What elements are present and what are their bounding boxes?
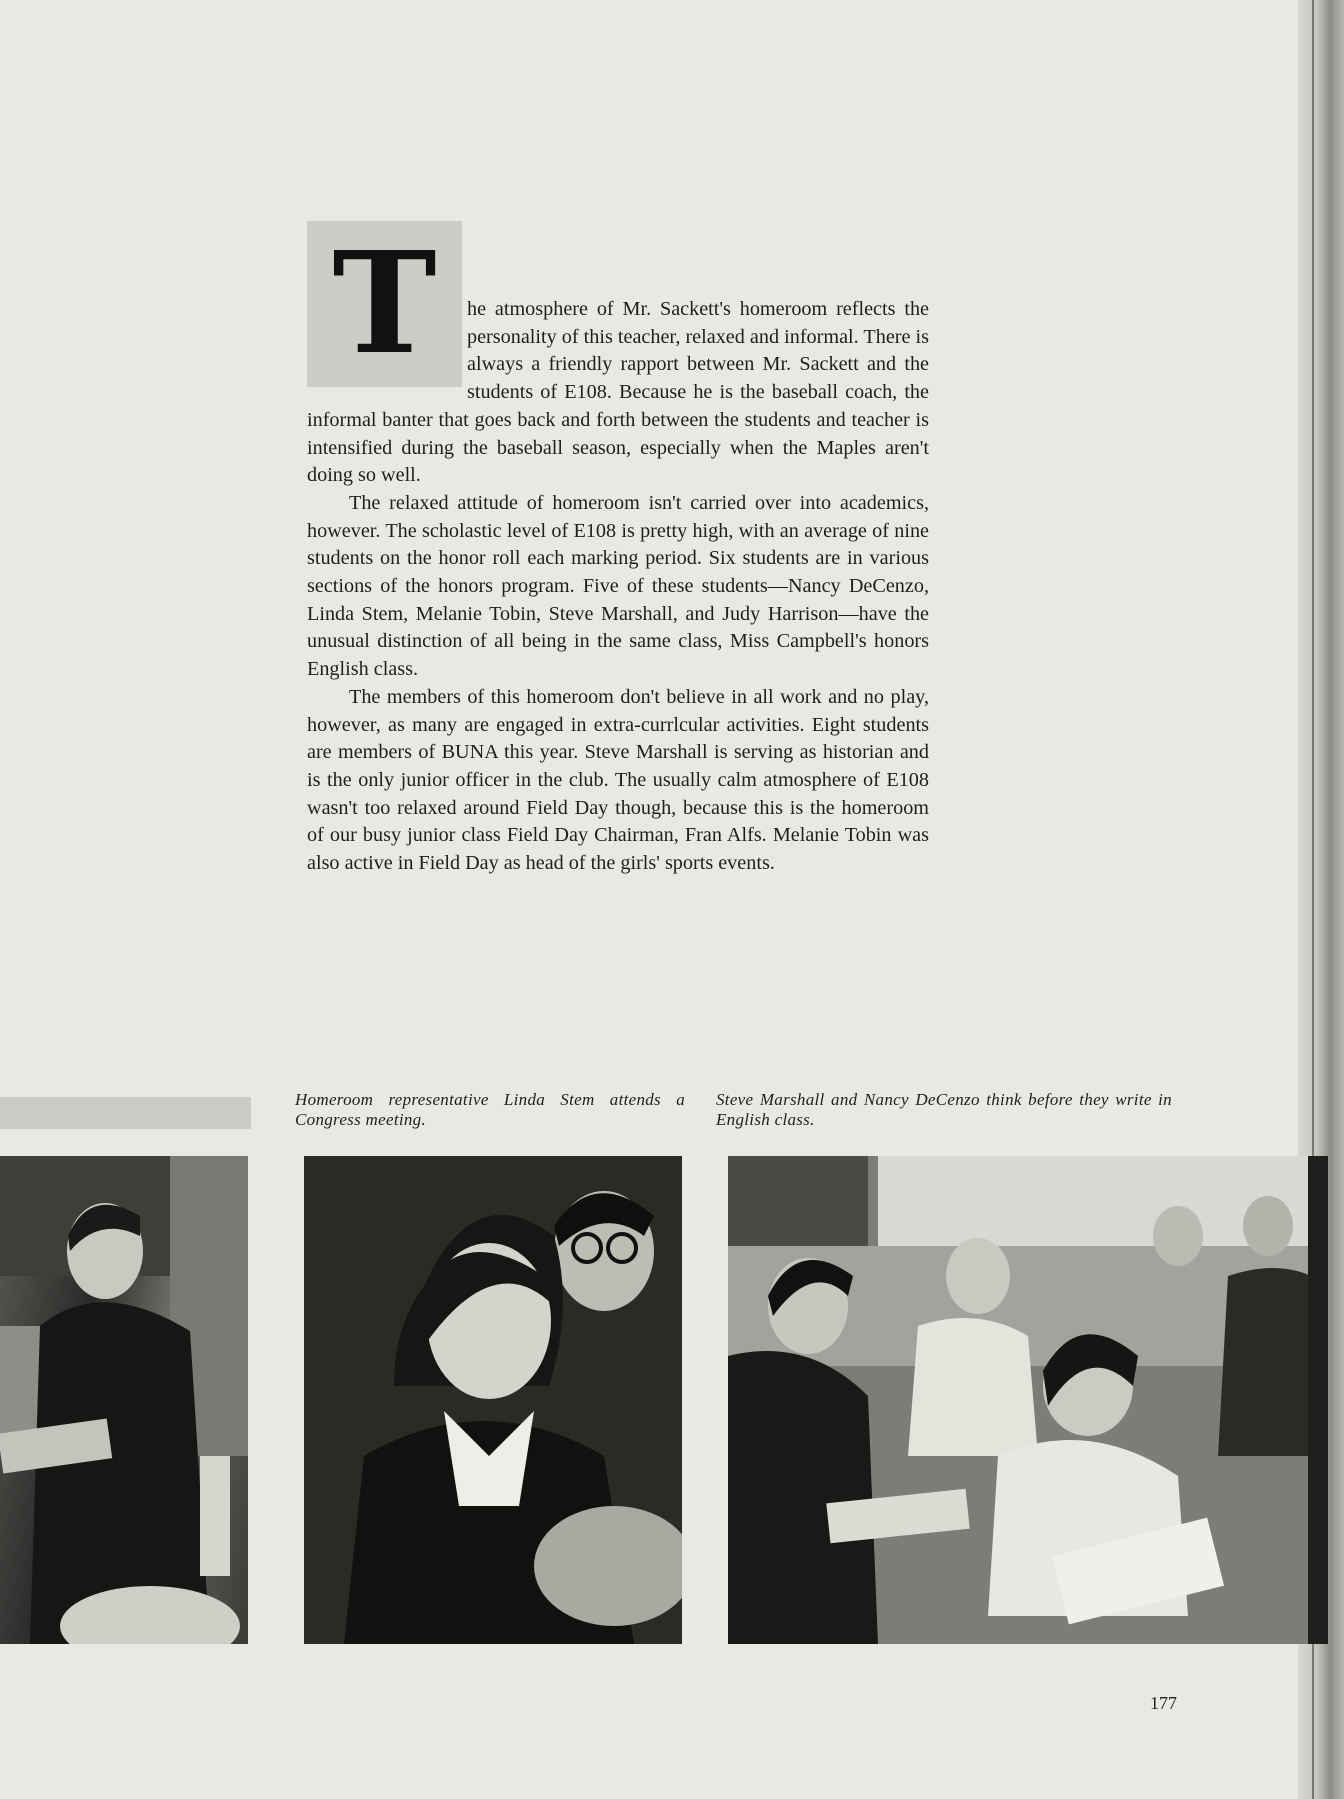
decorative-gray-bar: [0, 1097, 251, 1129]
photo-caption-left: Homeroom representative Linda Stem attends a Congress meeting.: [295, 1090, 685, 1129]
page-number: 177: [1150, 1693, 1177, 1713]
photo-caption-right: Steve Marshall and Nancy DeCenzo think before they write in English class.: [716, 1090, 1172, 1129]
photo-student-at-desk: [0, 1156, 248, 1644]
article-paragraph-1-text: he atmosphere of Mr. Sackett's homeroom reflects the personality of this teacher, relaxed and informal. There is always a friendly rapport between Mr. Sackett and the students of E108. Because he is the baseball coach, the informal banter that goes back and forth between the students and teacher is intensified during the baseball season, especially when the Maples aren't doing so well.: [307, 298, 929, 487]
photo-linda-stem-illustration: [304, 1156, 682, 1644]
photo-english-class-illustration: [728, 1156, 1328, 1644]
article-paragraph-3: The members of this homeroom don't believe in all work and no play, however, as many are engaged in extra-currlcular activities. Eight students are members of BUNA this year. Steve Marshall is serving as historian and is the only junior officer in the club. The usually calm atmosphere of E108 wasn't too relaxed around Field Day though, because this is the homeroom of our busy junior class Field Day Chairman, Fran Alfs. Melanie Tobin was also active in Field Day as head of the girls' sports events.: [307, 685, 929, 875]
photo-student-at-desk-illustration: [0, 1156, 248, 1644]
photo-english-class: [728, 1156, 1328, 1644]
article-body: [307, 296, 929, 878]
photo-linda-stem: [304, 1156, 682, 1644]
dropcap-spacer: [307, 294, 467, 380]
article-paragraph-1: [307, 296, 929, 490]
dropcap-letter: T: [332, 222, 437, 386]
article-paragraph-2: The relaxed attitude of homeroom isn't carried over into academics, however. The scholastic level of E108 is pretty high, with an average of nine students on the honor roll each marking period. Six students are in various sections of the honors program. Five of these students—Nancy DeCenzo, Linda Stem, Melanie Tobin, Steve Marshall, and Judy Harrison—have the unusual distinction of all being in the same class, Miss Campbell's honors English class.: [307, 491, 929, 681]
